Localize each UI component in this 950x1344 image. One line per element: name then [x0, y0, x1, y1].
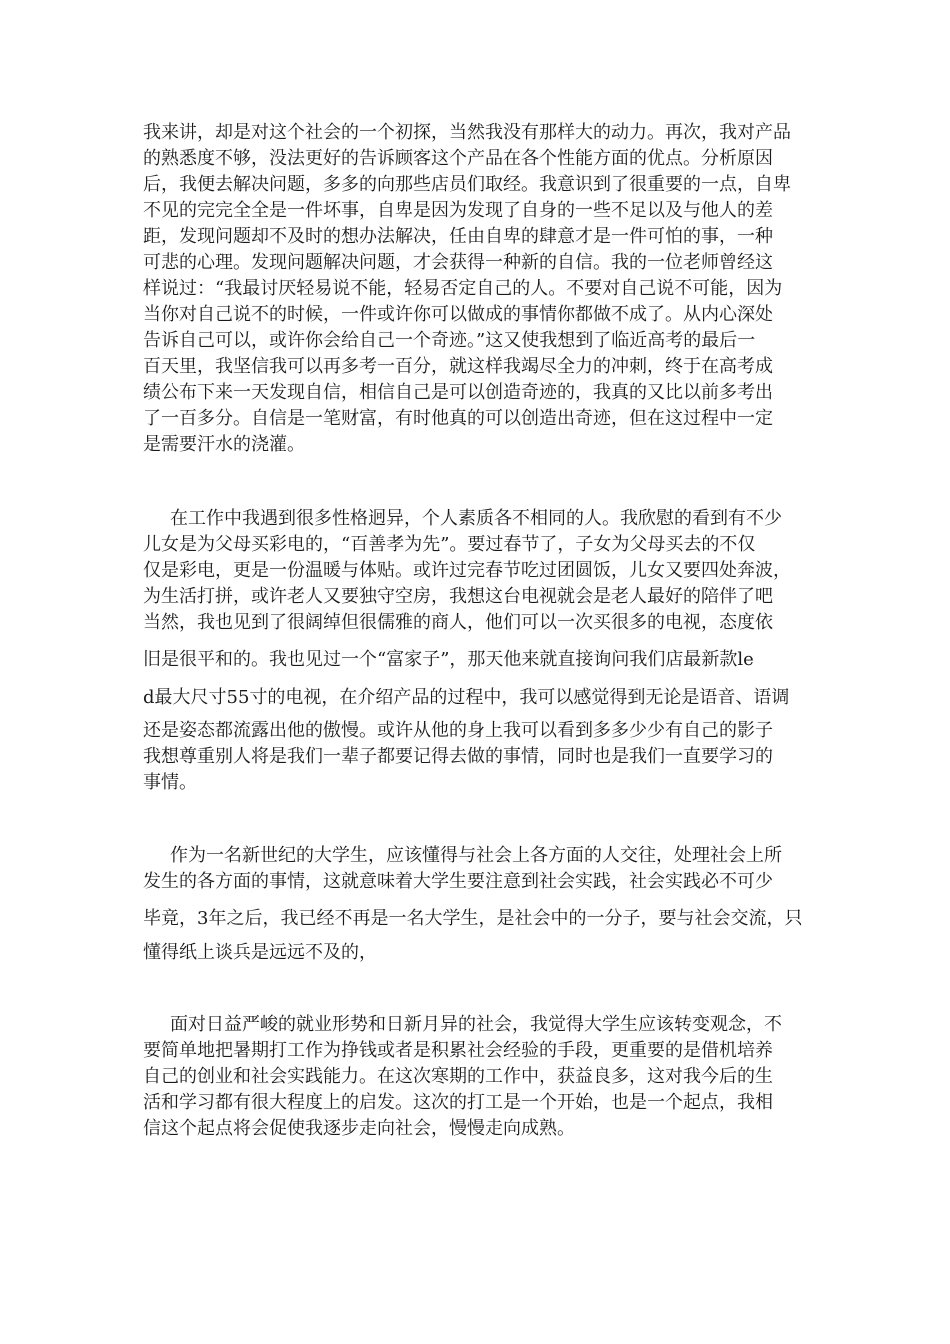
paragraph-4-line: 要简单地把暑期打工作为挣钱或者是积累社会经验的手段，更重要的是借机培养	[143, 1040, 773, 1061]
paragraph-1-line: 我来讲，却是对这个社会的一个初探，当然我没有那样大的动力。再次，我对产品	[143, 122, 791, 143]
paragraph-2-line: 为生活打拼，或许老人又要独守空房，我想这台电视就会是老人最好的陪伴了吧	[143, 586, 773, 607]
paragraph-1-line: 样说过：“我最讨厌轻易说不能，轻易否定自己的人。不要对自己说不可能，因为	[143, 278, 783, 299]
paragraph-4-line: 信这个起点将会促使我逐步走向社会，慢慢走向成熟。	[143, 1118, 575, 1139]
paragraph-3-line: 毕竟，3年之后，我已经不再是一名大学生，是社会中的一分子，要与社会交流，只	[143, 908, 803, 929]
paragraph-3-line: 发生的各方面的事情，这就意味着大学生要注意到社会实践，社会实践必不可少	[143, 871, 773, 892]
paragraph-1-line: 不见的完完全全是一件坏事，自卑是因为发现了自身的一些不足以及与他人的差	[143, 200, 773, 221]
paragraph-1-line: 当你对自己说不的时候，一件或许你可以做成的事情你都做不成了。从内心深处	[143, 304, 773, 325]
paragraph-4-line: 活和学习都有很大程度上的启发。这次的打工是一个开始，也是一个起点，我相	[143, 1092, 773, 1113]
paragraph-1-line: 告诉自己可以，或许你会给自己一个奇迹。”这又使我想到了临近高考的最后一	[143, 330, 756, 351]
paragraph-2-line: 在工作中我遇到很多性格迥异，个人素质各不相同的人。我欣慰的看到有不少	[170, 508, 782, 529]
paragraph-1-line: 后，我便去解决问题，多多的向那些店员们取经。我意识到了很重要的一点，自卑	[143, 174, 791, 195]
paragraph-2-line: d最大尺寸55寸的电视，在介绍产品的过程中，我可以感觉得到无论是语音、语调	[143, 687, 790, 708]
paragraph-2-line: 儿女是为父母买彩电的，“百善孝为先”。要过春节了，子女为父母买去的不仅	[143, 534, 756, 555]
paragraph-2-line: 旧是很平和的。我也见过一个“富家子”，那天他来就直接询问我们店最新款le	[143, 649, 754, 670]
paragraph-1-line: 了一百多分。自信是一笔财富，有时他真的可以创造出奇迹，但在这过程中一定	[143, 408, 773, 429]
paragraph-1-line: 的熟悉度不够，没法更好的告诉顾客这个产品在各个性能方面的优点。分析原因	[143, 148, 773, 169]
paragraph-1-line: 百天里，我坚信我可以再多考一百分，就这样我竭尽全力的冲刺，终于在高考成	[143, 356, 773, 377]
paragraph-1-line: 绩公布下来一天发现自信，相信自己是可以创造奇迹的，我真的又比以前多考出	[143, 382, 773, 403]
paragraph-3-line: 懂得纸上谈兵是远远不及的，	[143, 942, 377, 963]
paragraph-4-line: 自己的创业和社会实践能力。在这次寒期的工作中，获益良多，这对我今后的生	[143, 1066, 773, 1087]
paragraph-2-line: 我想尊重别人将是我们一辈子都要记得去做的事情，同时也是我们一直要学习的	[143, 746, 773, 767]
paragraph-2-line: 还是姿态都流露出他的傲慢。或许从他的身上我可以看到多多少少有自己的影子	[143, 720, 773, 741]
paragraph-2-line: 仅是彩电，更是一份温暖与体贴。或许过完春节吃过团圆饭，儿女又要四处奔波，	[143, 560, 791, 581]
paragraph-2-line: 当然，我也见到了很阔绰但很儒雅的商人，他们可以一次买很多的电视，态度依	[143, 612, 773, 633]
paragraph-1-line: 可悲的心理。发现问题解决问题，才会获得一种新的自信。我的一位老师曾经这	[143, 252, 773, 273]
paragraph-3-line: 作为一名新世纪的大学生，应该懂得与社会上各方面的人交往，处理社会上所	[170, 845, 782, 866]
paragraph-2-line: 事情。	[143, 772, 197, 793]
paragraph-1-line: 是需要汗水的浇灌。	[143, 434, 305, 455]
paragraph-4-line: 面对日益严峻的就业形势和日新月异的社会，我觉得大学生应该转变观念，不	[170, 1014, 782, 1035]
paragraph-1-line: 距，发现问题却不及时的想办法解决，任由自卑的肆意才是一件可怕的事，一种	[143, 226, 773, 247]
